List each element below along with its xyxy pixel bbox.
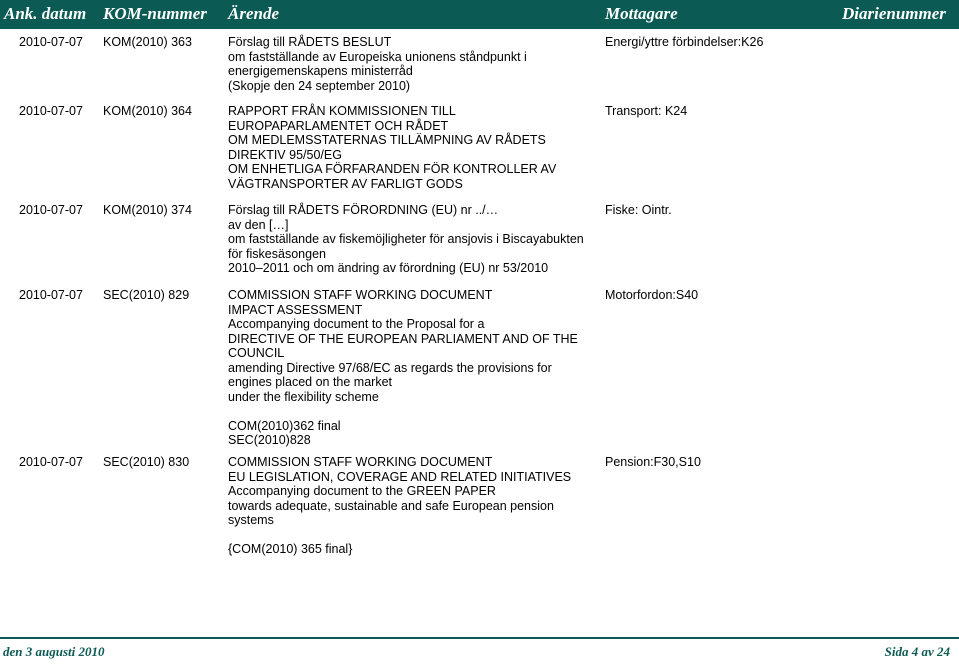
arende-line: systems — [228, 513, 274, 527]
arende-line: COMMISSION STAFF WORKING DOCUMENT — [228, 288, 493, 302]
arende-line: COM(2010)362 final — [228, 418, 341, 433]
row-date: 2010-07-07 — [19, 104, 83, 118]
header-diarienummer: Diarienummer — [842, 4, 946, 23]
header-mottagare: Mottagare — [605, 4, 678, 23]
row-arende — [228, 203, 584, 276]
footer-page-number: Sida 4 av 24 — [884, 644, 950, 659]
row-date: 2010-07-07 — [19, 288, 83, 302]
arende-line: Förslag till RÅDETS BESLUT — [228, 35, 392, 49]
table-header — [0, 0, 959, 29]
arende-line: om fastställande av fiskemöjligheter för ansjovis i Biscayabukten — [228, 232, 584, 246]
arende-line: VÄGTRANSPORTER AV FARLIGT GODS — [228, 176, 463, 191]
arende-line: energigemenskapens ministerråd — [228, 64, 413, 78]
row-kom-nummer: SEC(2010) 830 — [103, 455, 190, 469]
row-arende — [228, 455, 571, 557]
arende-line: om fastställande av Europeiska unionens ståndpunkt i — [228, 49, 527, 64]
arende-line: RAPPORT FRÅN KOMMISSIONEN TILL — [228, 104, 456, 118]
row-date: 2010-07-07 — [19, 203, 83, 217]
arende-line: {COM(2010) 365 final} — [228, 542, 353, 556]
row-kom-nummer: KOM(2010) 364 — [103, 104, 192, 118]
row-kom-nummer: SEC(2010) 829 — [103, 288, 190, 302]
arende-line: DIRECTIVE OF THE EUROPEAN PARLIAMENT AND OF THE — [228, 331, 578, 346]
arende-line: Förslag till RÅDETS FÖRORDNING (EU) nr ../… — [228, 203, 499, 217]
row-date: 2010-07-07 — [19, 35, 83, 49]
arende-line: IMPACT ASSESSMENT — [228, 302, 363, 317]
arende-line — [228, 404, 578, 419]
arende-line: OM ENHETLIGA FÖRFARANDEN FÖR KONTROLLER AV — [228, 162, 557, 176]
arende-line: Accompanying document to the GREEN PAPER — [228, 484, 496, 498]
row-mottagare: Energi/yttre förbindelser:K26 — [605, 35, 764, 49]
row-kom-nummer: KOM(2010) 363 — [103, 35, 192, 49]
footer-divider — [0, 637, 959, 639]
header-kom-nummer: KOM-nummer — [103, 4, 207, 23]
arende-line: DIREKTIV 95/50/EG — [228, 147, 342, 162]
arende-line: under the flexibility scheme — [228, 389, 379, 404]
arende-line: COMMISSION STAFF WORKING DOCUMENT — [228, 455, 493, 469]
arende-line: SEC(2010)828 — [228, 433, 311, 447]
header-date: Ank. datum — [4, 4, 87, 23]
row-arende — [228, 35, 527, 93]
arende-line: amending Directive 97/68/EC as regards the provisions for — [228, 360, 552, 375]
arende-line: engines placed on the market — [228, 375, 392, 389]
arende-line: COUNCIL — [228, 346, 285, 360]
row-mottagare: Transport: K24 — [605, 104, 688, 118]
row-mottagare: Motorfordon:S40 — [605, 288, 699, 302]
arende-line: Accompanying document to the Proposal for a — [228, 317, 485, 331]
arende-line: av den […] — [228, 217, 289, 232]
row-arende — [228, 288, 578, 448]
arende-line: (Skopje den 24 september 2010) — [228, 78, 411, 93]
row-mottagare: Fiske: Ointr. — [605, 203, 672, 217]
arende-line: 2010–2011 och om ändring av förordning (EU) nr 53/2010 — [228, 261, 549, 275]
arende-line: EUROPAPARLAMENTET OCH RÅDET — [228, 118, 449, 133]
arende-line: EU LEGISLATION, COVERAGE AND RELATED INITIATIVES — [228, 469, 572, 484]
arende-line: towards adequate, sustainable and safe European pension — [228, 498, 554, 513]
arende-line — [228, 528, 571, 543]
footer-date: den 3 augusti 2010 — [3, 644, 105, 659]
arende-line: OM MEDLEMSSTATERNAS TILLÄMPNING AV RÅDETS — [228, 133, 546, 147]
arende-line: för fiskesäsongen — [228, 246, 326, 261]
row-kom-nummer: KOM(2010) 374 — [103, 203, 192, 217]
header-arende: Ärende — [228, 4, 279, 23]
row-date: 2010-07-07 — [19, 455, 83, 469]
row-arende — [228, 104, 556, 191]
row-mottagare: Pension:F30,S10 — [605, 455, 701, 469]
